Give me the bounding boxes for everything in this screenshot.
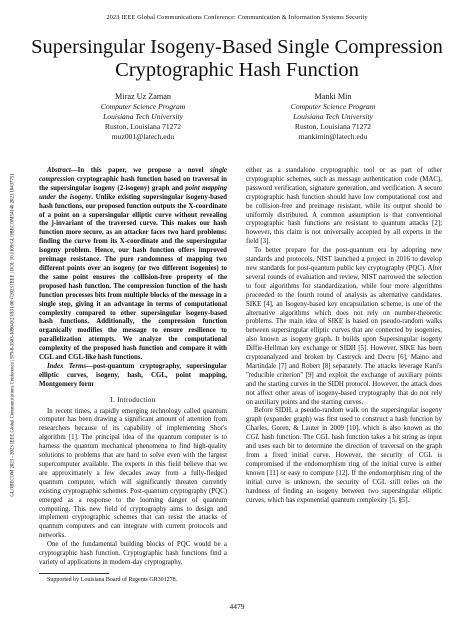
author-name: Manki Min (314, 92, 352, 101)
abstract-label: Abstract (47, 167, 71, 174)
left-column (39, 167, 227, 584)
footnote: Supported by Louisiana Board of Regents GR301278. (47, 576, 178, 583)
author-1 (48, 92, 238, 142)
right-paragraph-2: To better prepare for the post-quantum era by adopting new standards and protocols, NIST launched a project in 2016 to develop new standards for post-quantum public key cryptography (PQC). After several rounds of evaluation and review, NIST narrowed the selection to four algorithms for standardization, while four more algorithms proceeded to the fourth round of analysis as alternative candidates. SIKE [4], an Isogeny-based key encapsulation scheme, is one of the alternative algorithms which does not rely on number-theoretic problems. The main idea of SIKE is based on pseudo-random walks between supersingular elliptic curves that are connected by isogenies, also known as isogeny graph. It builds upon Supersingular isogeny Diffie-Hellman key exchange or SIDH [5]. However, SIKE has been cryptoanalyzed and broken by Castryck and Decru [6], Maino and Martindale [7] and Robert [8] separately. The attacks leverage Kani's "reducible criterion" [9] and exploit the exchange of auxiliary points and the starting curves in the SIDH protocol. However, the attack does not affect other areas of isogeny-based cryptography that do not rely on auxiliary points and the starting curves. (246, 247, 442, 406)
right-column (246, 167, 442, 505)
author-affiliation: Computer Science Program (100, 102, 186, 111)
intro-paragraph-1: In recent times, a rapidly emerging technology called quantum computer has been drawing a significant amount of attention from researchers because of its capability of implementing Shor's algorithm [1]. The principal idea of the quantum computer is to harness the quantum mechanical phenomena to find high-quality solutions to problems that are hard to solve even with the largest supercomputer available. The experts in this field believe that we are approximately a few decades away from a fully-fledged quantum computer, which will significantly threaten currently existing cryptographic schemes. Post-quantum cryptography (PQC) emerged as a response to the looming danger of quantum computing. This new field of cryptography aims to design and implement cryptographic schemes that can resist the attacks of quantum computers and can integrate with current protocols and networks. (39, 407, 227, 540)
intro-paragraph-2: One of the fundamental building blocks of PQC would be a cryptographic hash function. Cryptographic hash functions find a variety of applications in modern-day cryptography, (39, 541, 227, 566)
abstract: Abstract—In this paper, we propose a novel single compression cryptographic hash function based on traversal in the supersingular isogeny (2-isogeny) graph and point mapping under the isogeny. Unlike existing supersingular isogeny-based hash functions, our proposed function outputs the X-coordinate of a point on a supersingular elliptic curve without revealing the j-invariant of the traversed curve. This makes our hash function more secure, as an attacker faces two hard problems: finding the curve from its X-coordinate and the supersingular isogeny problem. Hence, our hash function offers improved preimage resistance. The pure randomness of mapping two different points over an isogeny (or two different isogenies) to the same point ensures the collision-free property of the proposed hash function. The compression function of the hash function processes bits from multiple blocks of the message in a single step, giving it an advantage in terms of computational complexity compared to other supersingular isogeny-based hash functions. Additionally, the compression function organically modifies the message to ensure resilience to parallelization attempts. We analyze the computational complexity of the proposed hash function and compare it with CGL and CGL-like hash functions. (39, 167, 227, 362)
author-address: Ruston, Louisiana 71272 (104, 122, 182, 131)
doi-sidebar-text: GLOBECOM 2023 - 2023 IEEE Global Communications Conference | 979-8-3503-1090-0/23/$31.00 ©2023 IEEE | DOI: 10.1109/GLOBECOM54140.2023.10437751 (10, 173, 16, 497)
author-email: mankimin@latech.edu (298, 132, 368, 141)
author-2 (238, 92, 428, 142)
doi-sidebar (9, 120, 17, 550)
right-paragraph-3: Before SIDH, a pseudo-random walk on the supersingular isogeny graph (expander graph) was first used to construct a hash function by Charles, Goren, & Lauter in 2009 [10], which is also known as the CGL hash function. The CGL hash function takes a bit string as input and uses each bit to determine the direction of traversal on the graph from a fixed initial curve. However, the security of CGL is compromised if the endomorphism ring of the initial curve is either known [11] or easy to compute [12]. If the endomorphism ring of the initial curve is unknown, the security of CGL still relies on the hardness of finding an isogeny between two supersingular elliptic curves, which has exponential quantum complexity [5, §5]. (246, 407, 442, 504)
right-paragraph-1: either as a standalone cryptographic tool or as part of other cryptographic schemes, such as message authentication code (MAC), password verification, signature generation, and verification. A secure cryptographic hash function should have low computational cost and be collision-free and preimage resistant, while its output should be uniformly distributed. A common assumption is that conventional cryptographic hash functions are resistant to quantum attacks [2]; however, this claim is not universally accepted by all experts in the field [3]. (246, 167, 442, 246)
author-address: Ruston, Louisiana 71272 (294, 122, 372, 131)
page-number: 4479 (229, 602, 245, 611)
author-institution: Louisiana Tech University (103, 112, 183, 121)
conference-header: 2023 IEEE Global Communications Conference: Communication & Information Systems Security (106, 14, 368, 21)
index-terms: Index Terms—post-quantum cryptography, supersingular elliptic curves, isogeny, hash, CGL, point mapping, Montgomery form (39, 362, 227, 388)
section-heading-introduction: I. Introduction (110, 395, 156, 404)
index-terms-label: Index Terms (47, 362, 87, 370)
author-institution: Louisiana Tech University (293, 112, 373, 121)
author-email: muz001@latech.edu (111, 132, 175, 141)
author-affiliation: Computer Science Program (290, 102, 376, 111)
author-name: Miraz Uz Zaman (115, 92, 171, 101)
paper-title: Supersingular Isogeny-Based Single Compression Cryptographic Hash Function (31, 36, 443, 81)
